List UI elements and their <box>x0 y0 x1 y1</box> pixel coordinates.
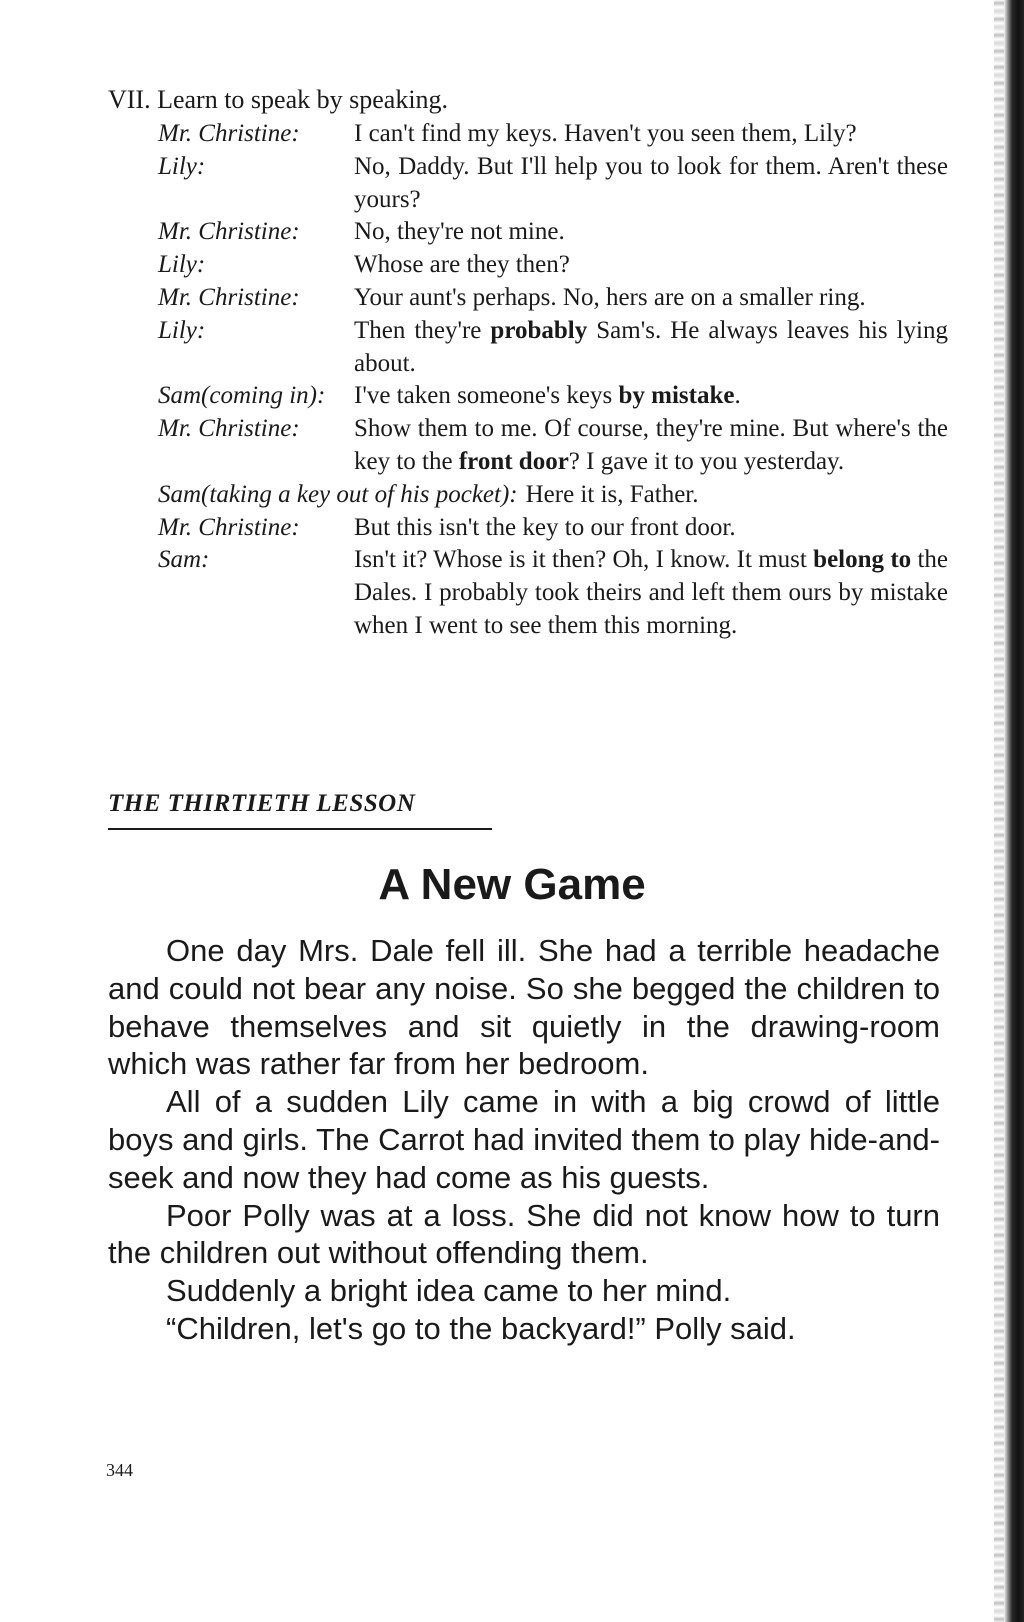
speech-text: Show them to me. Of course, they're mine. But where's the key to the <box>354 415 948 475</box>
dialogue-line <box>158 118 948 151</box>
speech: Here it is, Father. <box>525 480 699 508</box>
dialogue-line <box>158 544 948 642</box>
speaker: Lily: <box>158 251 206 279</box>
speaker: Sam(coming in): <box>158 382 326 410</box>
story-text <box>108 932 940 1348</box>
page-number: 344 <box>106 1460 133 1480</box>
speech: Your aunt's perhaps. No, hers are on a smaller ring. <box>354 283 866 311</box>
story-title: A New Game <box>378 860 646 909</box>
speech: No, Daddy. But I'll help you to look for them. Aren't these yours? <box>354 152 948 213</box>
dialogue-line <box>158 249 948 282</box>
speaker: Mr. Christine: <box>158 218 300 246</box>
speech-text: I've taken someone's keys <box>354 382 619 410</box>
speaker: Mr. Christine: <box>158 283 300 311</box>
key-phrase: probably <box>490 316 588 344</box>
speech <box>354 380 948 413</box>
story-paragraph: Poor Polly was at a loss. She did not know how to turn the children out without offending them. <box>108 1197 940 1271</box>
speech-text: . <box>734 382 741 410</box>
speaker: Mr. Christine: <box>158 513 300 541</box>
dialogue-line <box>158 282 948 315</box>
speaker: Lily: <box>158 152 206 180</box>
speech-text: ? I gave it to you yesterday. <box>568 447 845 475</box>
key-phrase: belong to <box>813 546 912 574</box>
speech: But this isn't the key to our front door. <box>354 513 736 541</box>
dialogue-line <box>158 479 948 512</box>
dialogue-line <box>158 512 948 545</box>
dialogue-line <box>158 151 948 217</box>
speaker: Mr. Christine: <box>158 415 300 443</box>
speech <box>354 315 948 381</box>
story-paragraph: One day Mrs. Dale fell ill. She had a terrible headache and could not bear any noise. So she begged the children to behave themselves and sit quietly in the drawing-room which was rather far from her bedroom. <box>108 933 940 1082</box>
dialogue <box>158 118 948 643</box>
speech: No, they're not mine. <box>354 218 565 246</box>
speaker: Lily: <box>158 316 206 344</box>
dialogue-line <box>158 216 948 249</box>
lesson-underline <box>108 828 492 830</box>
speech-text: the Dales. I probably took theirs and left them ours by mistake when I went to see them this morning. <box>354 546 948 639</box>
key-phrase: by mistake <box>618 382 735 410</box>
key-phrase: front door <box>458 447 569 475</box>
exercise-heading: VII. Learn to speak by speaking. <box>108 85 449 114</box>
story-paragraph: All of a sudden Lily came in with a big crowd of little boys and girls. The Carrot had invited them to play hide-and-seek and now they had come as his guests. <box>108 1084 940 1195</box>
speech <box>354 544 948 642</box>
speech-text: Then they're <box>354 316 491 344</box>
dialogue-line <box>158 380 948 413</box>
dialogue-line <box>158 413 948 479</box>
speech-text: Isn't it? Whose is it then? Oh, I know. It must <box>354 546 814 574</box>
speech <box>354 413 948 479</box>
speech: Whose are they then? <box>354 251 570 279</box>
story-paragraph: “Children, let's go to the backyard!” Polly said. <box>166 1310 796 1346</box>
lesson-label: THE THIRTIETH LESSON <box>108 790 416 817</box>
binding-edge <box>1004 0 1024 1622</box>
dialogue-line <box>158 315 948 381</box>
story-paragraph: Suddenly a bright idea came to her mind. <box>166 1273 732 1309</box>
speech-text: Sam's. He always leaves his lying about. <box>354 316 948 377</box>
speaker: Mr. Christine: <box>158 120 300 147</box>
speaker: Sam: <box>158 546 210 574</box>
speaker: Sam(taking a key out of his pocket): <box>158 480 518 508</box>
speech: I can't find my keys. Haven't you seen them, Lily? <box>354 120 857 147</box>
